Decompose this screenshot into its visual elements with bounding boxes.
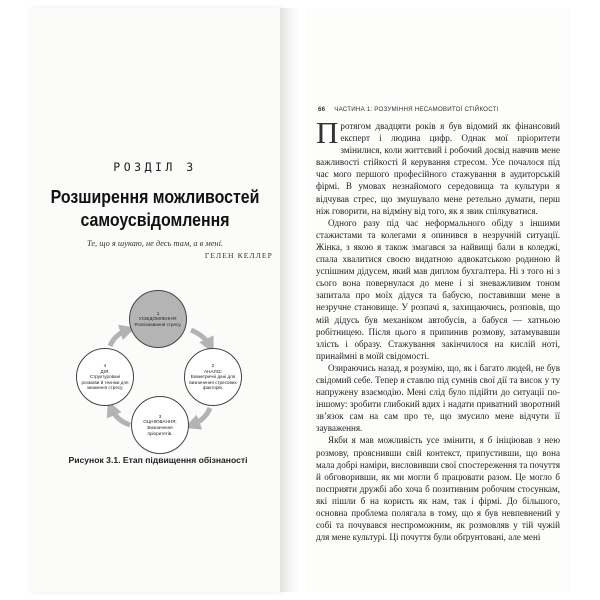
node-text: Структуровані розмови й техніки для зниження стресу.: [81, 374, 129, 391]
figure-caption: Рисунок 3.1. Етап підвищення обізнаності: [68, 455, 248, 465]
node-number: 2: [211, 363, 215, 369]
node-text: Біометричні дані для визначення стресових факторів.: [189, 374, 237, 391]
right-page: [306, 8, 570, 592]
chapter-title: [48, 185, 263, 231]
node-title: ДІЯ:: [100, 368, 110, 374]
chapter-title-line1: Розширення можливостей: [50, 186, 260, 207]
running-header: [318, 106, 558, 113]
left-page: [30, 8, 280, 592]
running-header-text: ЧАСТИНА 1: РОЗУМІННЯ НЕСАМОВИТОЇ СТІЙКОСТІ: [334, 106, 499, 113]
body-text: [316, 115, 560, 543]
cycle-node-awareness: [129, 290, 187, 348]
paragraph: Якби я мав можливість усе змінити, я б ініціював з нею розмову, прояснивши свій контекст, припустивши, що вона мала добрі наміри, висловивши свої спостереження та почуття й обговоривши, як ми могли б працювати разом. Це могло б посприяти дружбі або хоча б позитивним робочим стосункам, які пішли б на користь як нам, так і фірмі. До більшого, основна проблема полягала в тому, що я був невпевнений у собі та почувався неспроможним, як розмовляв у тій чужій для мене культурі. Ці почуття були обґрунтовані, але мені: [316, 435, 560, 543]
cycle-node-analysis: [184, 348, 242, 406]
cycle-node-evaluation: [131, 396, 189, 454]
node-title: УСВІДОМЛЕННЯ:: [138, 316, 178, 322]
node-title: АНАЛІЗ:: [204, 368, 222, 374]
paragraph: [316, 115, 560, 217]
drop-cap: П: [316, 115, 339, 150]
paragraph: Одного разу під час неформального обіду з іншими стажистами та колегами я опинився в незручній ситуації. Жінка, з якою я також змагався за найвищі бали в коледжі, спала хвалитися своєю видатною адвокатською родиною й успішним дідусем, який мав диплом бухгалтера. Ні з того ні з сього вона повернулася до мене і зі зневажливим тоном запитала про моїх дідуся та бабусю, поставивши мене в незручне становище. У розпачі я, захищаючись, розповів, що мій дідусь був механіком автобусів, а бабуся — хатньою робітницею. Після цього я припинив розмову, затамувавши злість і образу. Стажування закінчилося на кислій ноті, принаймні в моїй свідомості.: [316, 217, 560, 361]
node-number: 3: [158, 413, 162, 419]
arrow-4-to-1: [110, 330, 128, 346]
paragraph-text: ротягом двадцяти років я був відомий як фінансовий експерт і людина цифр. Однак мої пріоритети змінилися, коли життєвий і робочий досвід навчив мене важливості стійкості й керування стресом. Усе почалося під час мого першого професійного стажування в аудиторській фірмі. В умовах незнайомого середовища та культури я відчував стрес, що змушувало мене ретельно думати, перш ніж говорити, на відміну від того, як я звик спілкуватися.: [316, 121, 560, 216]
book-gutter: [280, 8, 306, 592]
awareness-cycle-diagram: [60, 258, 260, 448]
chapter-title-line2: самоусвідомлення: [80, 209, 230, 230]
paragraph: Озираючись назад, я розумію, що, як і багато людей, не був свідомий себе. Тепер я ставлю під сумнів свої дії та висок у ту напружену взаємодію. Мені слід було підійти до ситуації по-іншому: зробити глибокий вдих і надати приватний зворотний зв’язок сам на сам про те, що змусило мене відчути її зауваження.: [316, 362, 560, 434]
cycle-node-action: [76, 348, 134, 406]
epigraph-author: ГЕЛЕН КЕЛЛЕР: [204, 251, 273, 260]
node-text: Визначення пріоритетів.: [147, 425, 173, 436]
node-number: 4: [103, 363, 107, 369]
arrow-2-to-3: [192, 408, 210, 425]
arrow-1-to-2: [191, 330, 210, 346]
epigraph: Те, що я шукаю, не десь там, а в мені.: [86, 239, 224, 248]
node-text: Розпізнавання стресу.: [134, 321, 182, 327]
node-title: ОЦІНЮВАННЯ:: [143, 419, 177, 425]
page-number: 66: [318, 106, 326, 113]
chapter-number: РОЗДІЛ 3: [113, 160, 197, 174]
node-number: 1: [156, 310, 160, 316]
arrow-3-to-4: [111, 408, 130, 425]
